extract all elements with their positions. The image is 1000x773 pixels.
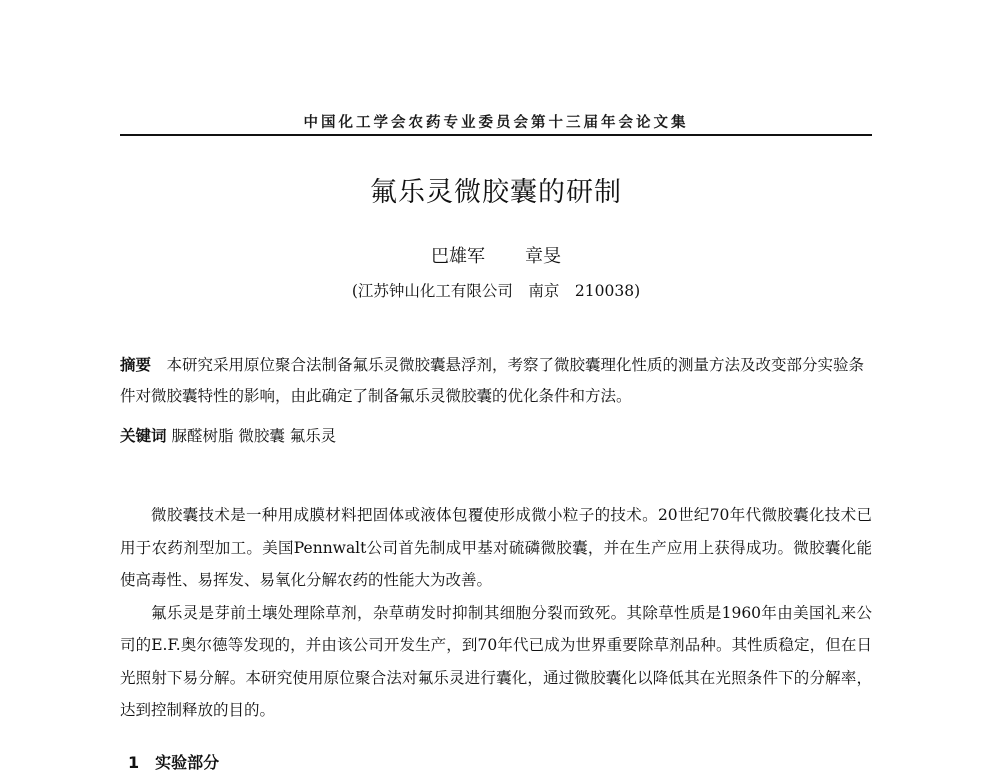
body-text <box>120 499 872 727</box>
keywords <box>120 424 872 448</box>
author-name: 巴雄军 <box>431 246 485 267</box>
abstract-label: 摘要 <box>120 356 152 374</box>
section-heading: 1 实验部分 <box>128 753 220 772</box>
body-paragraph: 氟乐灵是芽前土壤处理除草剂，杂草萌发时抑制其细胞分裂而致死。其除草性质是1960年由美国礼来公司的E.F.奥尔德等发现的，并由该公司开发生产，到70年代已成为世界重要除草剂品种。其性质稳定，但在日光照射下易分解。本研究使用原位聚合法对氟乐灵进行囊化，通过微胶囊化以降低其在光照条件下的分解率，达到控制释放的目的。 <box>120 603 872 719</box>
keywords-text: 脲醛树脂 微胶囊 氟乐灵 <box>171 427 337 445</box>
affiliation: (江苏钟山化工有限公司 南京 210038) <box>351 282 641 300</box>
abstract <box>120 350 872 412</box>
body-paragraph: 微胶囊技术是一种用成膜材料把固体或液体包覆使形成微小粒子的技术。20世纪70年代微胶囊化技术已用于农药剂型加工。美国Pennwalt公司首先制成甲基对硫磷微胶囊，并在生产应用上获得成功。微胶囊化能使高毒性、易挥发、易氧化分解农药的性能大为改善。 <box>120 506 872 589</box>
author-name: 章旻 <box>525 246 561 267</box>
running-header: 中国化工学会农药专业委员会第十三届年会论文集 <box>303 115 689 131</box>
keywords-label: 关键词 <box>120 427 167 445</box>
article-title: 氟乐灵微胶囊的研制 <box>370 177 622 208</box>
author-line <box>120 242 872 268</box>
header-rule <box>120 134 872 136</box>
abstract-text: 本研究采用原位聚合法制备氟乐灵微胶囊悬浮剂，考察了微胶囊理化性质的测量方法及改变部分实验条件对微胶囊特性的影响，由此确定了制备氟乐灵微胶囊的优化条件和方法。 <box>120 356 865 405</box>
